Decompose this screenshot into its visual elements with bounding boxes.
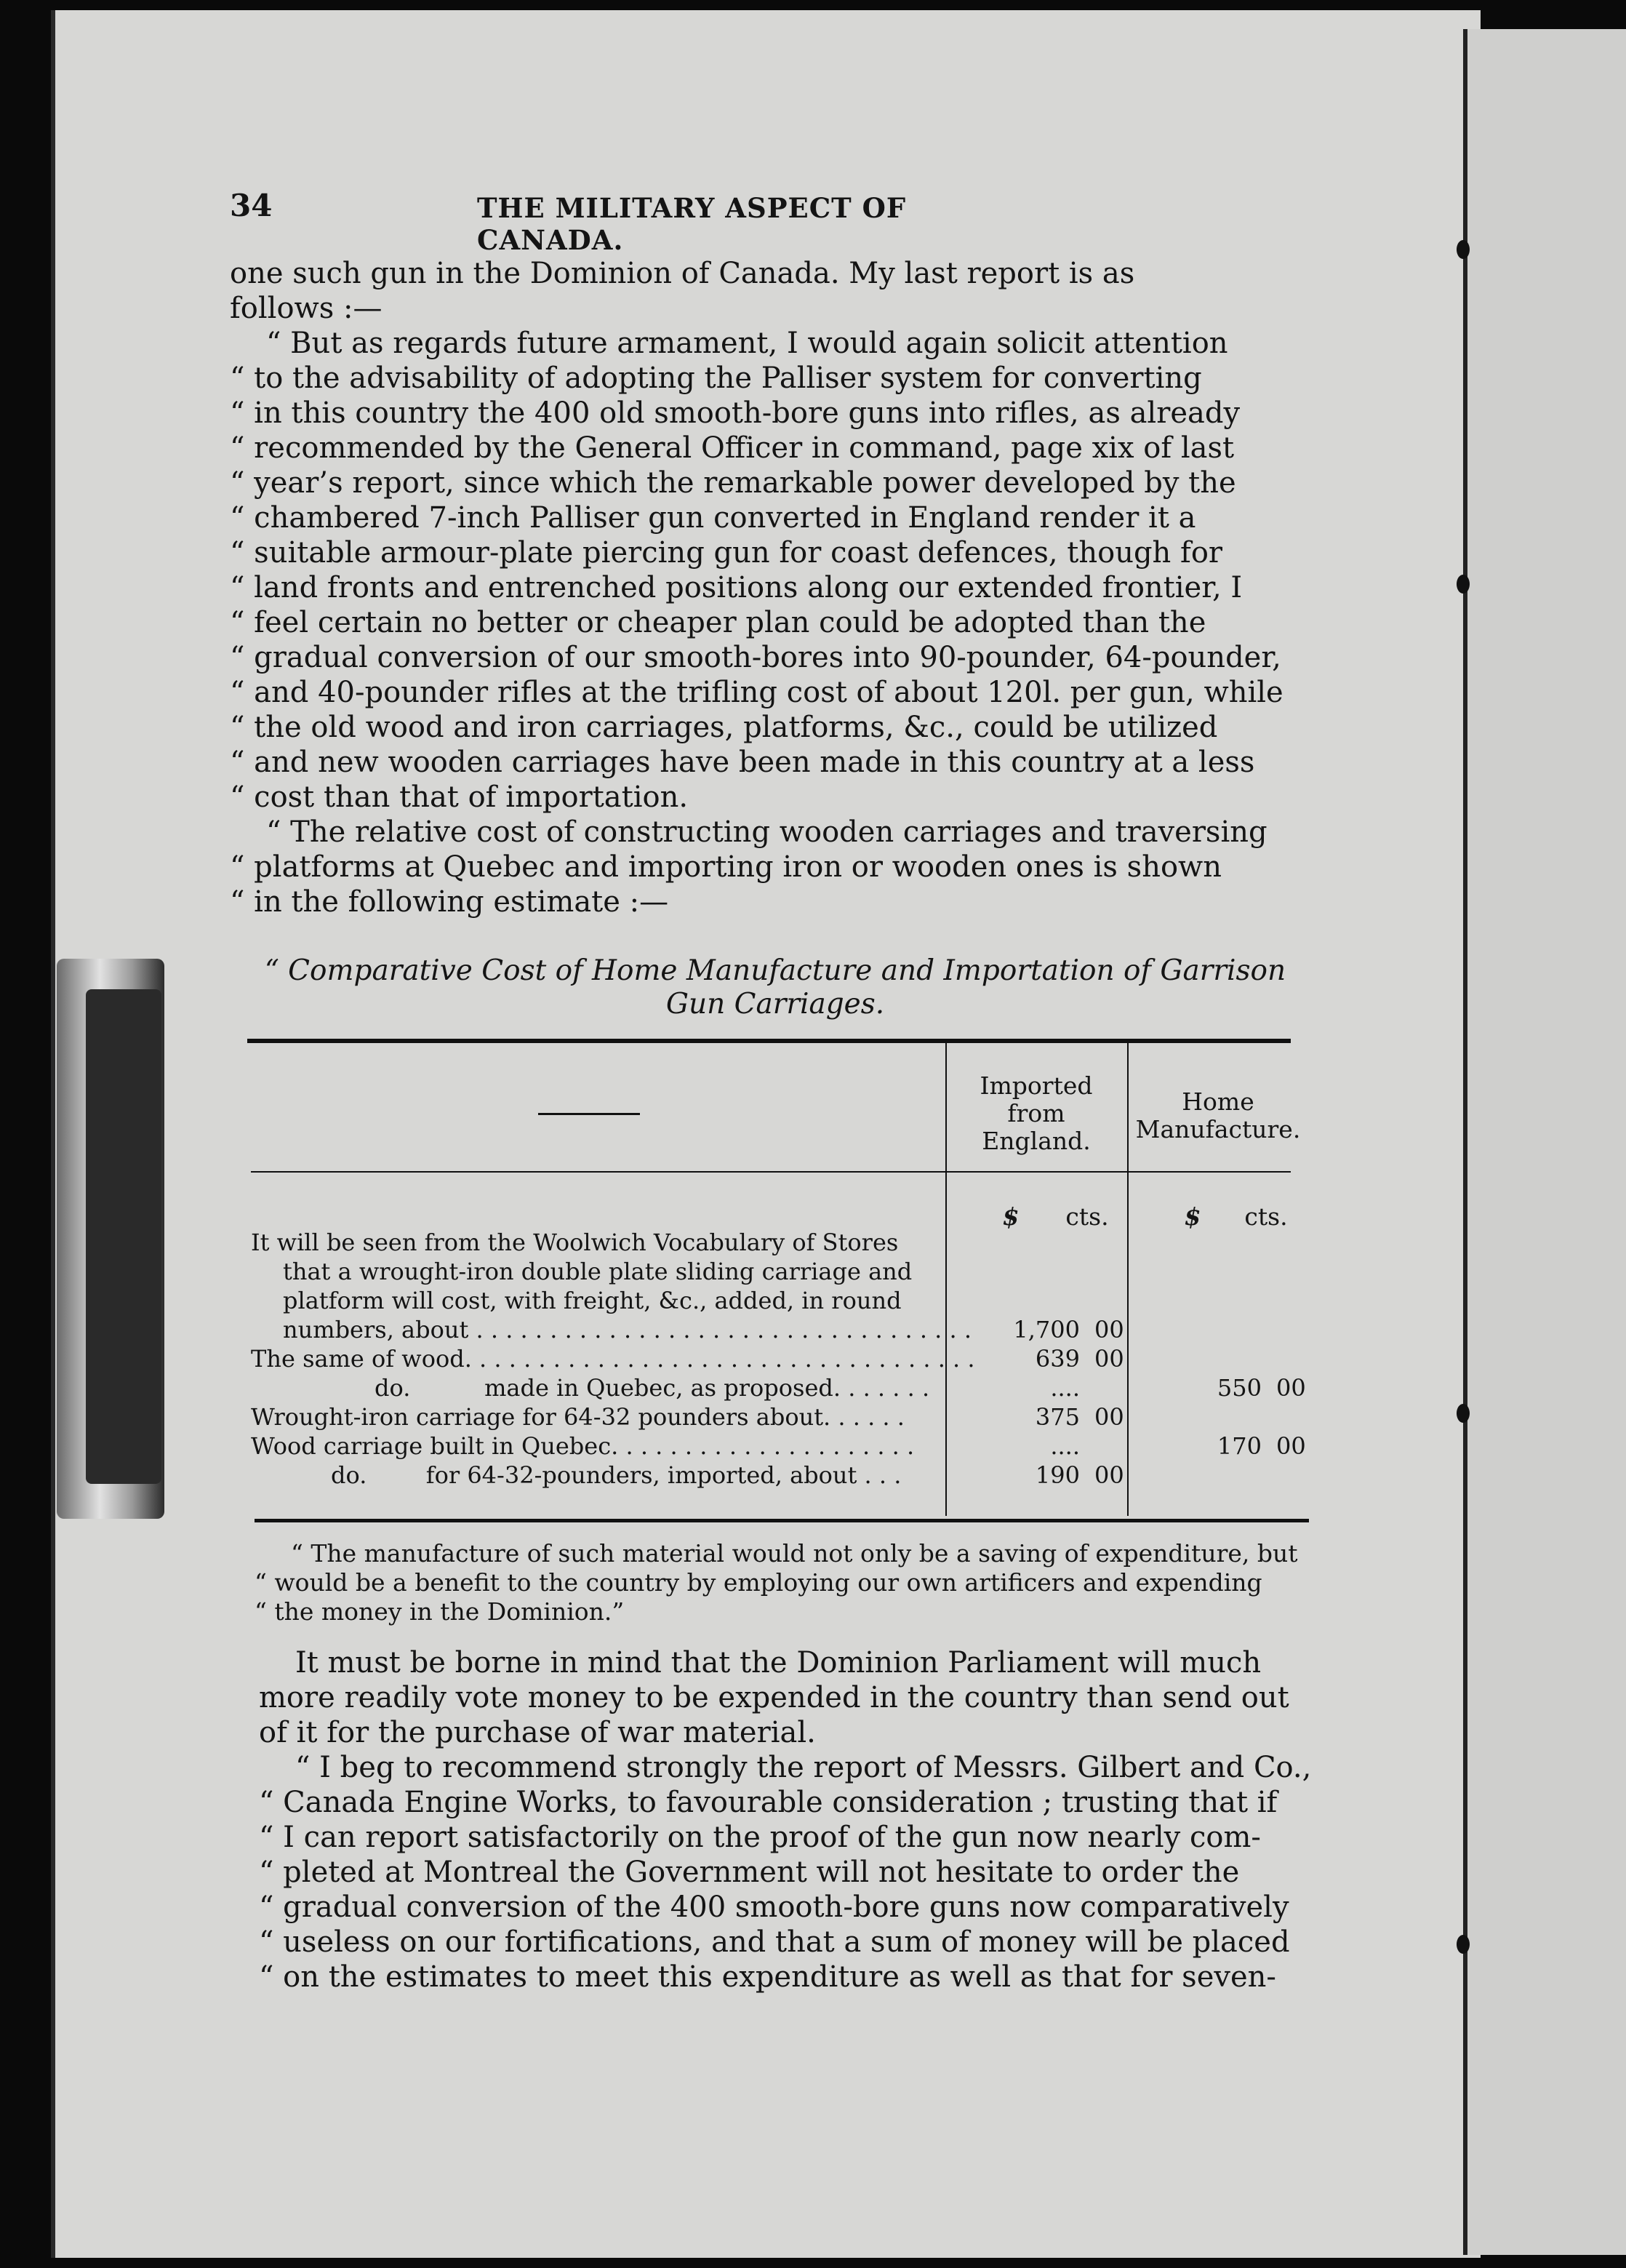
header-line: from [1007, 1099, 1065, 1127]
text-line: “ and new wooden carriages have been made in this country at a less [230, 746, 1255, 779]
text-line: follows :— [230, 292, 383, 325]
text-line: one such gun in the Dominion of Canada. My last report is as [230, 257, 1135, 290]
home-dollars: 170 [1217, 1432, 1262, 1460]
column-header-home [1134, 1088, 1302, 1143]
imported-cents: 00 [1094, 1345, 1124, 1373]
text-line: “ would be a benefit to the country by employing our own artificers and expending [255, 1568, 1262, 1597]
row-description: that a wrought-iron double plate sliding carriage and [283, 1258, 913, 1285]
cents-unit: cts. [1065, 1202, 1109, 1231]
text-line: “ The relative cost of constructing wooden carriages and traversing [266, 815, 1267, 849]
binding-stitch [1457, 1935, 1470, 1954]
paragraph-parliament [259, 1645, 1321, 1750]
imported-dollars: .... [1050, 1374, 1080, 1402]
column-header-imported [953, 1072, 1120, 1155]
page-clip-shadow [86, 989, 161, 1484]
home-dollars: 550 [1217, 1374, 1262, 1402]
quote-paragraph-cost [230, 815, 1303, 919]
text-line: “ But as regards future armament, I would again solicit attention [266, 327, 1228, 360]
text-line: It must be borne in mind that the Dominion Parliament will much [295, 1646, 1262, 1680]
table-row [251, 1432, 1313, 1461]
binding-stitch [1457, 1404, 1470, 1423]
text-line: “ the old wood and iron carriages, platforms, &c., could be utilized [230, 711, 1218, 744]
table-row [251, 1402, 1313, 1432]
binding-stitch [1457, 240, 1470, 259]
text-line: “ recommended by the General Officer in command, page xix of last [230, 431, 1235, 465]
text-line: “ pleted at Montreal the Government will not hesitate to order the [259, 1856, 1240, 1889]
table-body [251, 1228, 1313, 1490]
text-line: “ feel certain no better or cheaper plan could be adopted than the [230, 606, 1206, 639]
text-line: “ land fronts and entrenched positions along our extended frontier, I [230, 571, 1243, 604]
table-row [251, 1228, 1313, 1257]
text-line: “ in this country the 400 old smooth-bore guns into rifles, as already [230, 396, 1241, 430]
header-line: Home [1182, 1087, 1254, 1116]
imported-dollars: 375 [1035, 1403, 1080, 1431]
table-row [251, 1461, 1313, 1490]
text-line: of it for the purchase of war material. [259, 1716, 816, 1749]
row-description: Wrought-iron carriage for 64-32 pounders about. . . . . . [251, 1403, 905, 1431]
table-row [251, 1315, 1313, 1344]
row-description: Wood carriage built in Quebec. . . . . . . . . . . . . . . . . . . . . [251, 1432, 915, 1460]
text-line: “ Canada Engine Works, to favourable consideration ; trusting that if [259, 1786, 1278, 1819]
text-line: “ The manufacture of such material would not only be a saving of expenditure, but [291, 1539, 1298, 1568]
cents-unit: cts. [1244, 1202, 1288, 1231]
home-cents: 00 [1276, 1432, 1306, 1460]
page-number: 34 [230, 188, 273, 223]
text-line: “ gradual conversion of our smooth-bores into 90-pounder, 64-pounder, [230, 641, 1281, 674]
imported-dollars: .... [1050, 1432, 1080, 1460]
text-line: “ I can report satisfactorily on the proof of the gun now nearly com- [259, 1821, 1261, 1854]
row-description: numbers, about . . . . . . . . . . . . . . . . . . . . . . . . . . . . . . . . . . [283, 1316, 972, 1343]
row-description: do. for 64-32-pounders, imported, about . . . [331, 1461, 902, 1489]
imported-cents: 00 [1094, 1316, 1124, 1343]
intro-paragraph [230, 256, 1303, 326]
quote-paragraph-armament [230, 326, 1303, 815]
text-line: “ and 40-pounder rifles at the trifling cost of about 120l. per gun, while [230, 676, 1283, 709]
caption-line: “ Comparative Cost of Home Manufacture and Importation of Garrison [264, 954, 1286, 987]
row-description: do. made in Quebec, as proposed. . . . . . . [375, 1374, 930, 1402]
text-line: “ on the estimates to meet this expenditure as well as that for seven- [259, 1960, 1276, 1994]
quote-paragraph-gilbert [259, 1750, 1321, 1995]
text-line: “ chambered 7-inch Palliser gun converted in England render it a [230, 501, 1196, 535]
table-row [251, 1373, 1313, 1402]
imported-dollars: 1,700 [1013, 1316, 1080, 1343]
table-top-rule [247, 1039, 1291, 1043]
quote-small-manufacture [255, 1539, 1316, 1626]
imported-dollars: 639 [1035, 1345, 1080, 1373]
running-head: THE MILITARY ASPECT OF CANADA. [477, 192, 907, 256]
text-line: “ I beg to recommend strongly the report of Messrs. Gilbert and Co., [295, 1751, 1312, 1784]
dollar-unit: $ [1002, 1202, 1020, 1231]
dollar-unit: $ [1184, 1202, 1201, 1231]
text-line: “ cost than that of importation. [230, 780, 689, 814]
table-row [251, 1257, 1313, 1286]
imported-cents: 00 [1094, 1461, 1124, 1489]
table-row [251, 1344, 1313, 1373]
binding-stitch [1457, 575, 1470, 594]
row-description: The same of wood. . . . . . . . . . . . . . . . . . . . . . . . . . . . . . . . . . . [251, 1345, 975, 1373]
page-header [230, 188, 1052, 256]
home-cents: 00 [1276, 1374, 1306, 1402]
imported-dollars: 190 [1035, 1461, 1080, 1489]
stub-dash [538, 1113, 640, 1115]
text-line: more readily vote money to be expended in the country than send out [259, 1681, 1289, 1714]
facing-page-edge [1463, 29, 1626, 2255]
text-line: “ platforms at Quebec and importing iron or wooden ones is shown [230, 850, 1222, 884]
header-line: Manufacture. [1135, 1115, 1301, 1143]
text-line: “ year’s report, since which the remarkable power developed by the [230, 466, 1236, 500]
header-line: Imported [980, 1071, 1093, 1100]
table-header-rule [251, 1171, 1291, 1173]
text-line: “ in the following estimate :— [230, 885, 669, 919]
row-description: It will be seen from the Woolwich Vocabulary of Stores [251, 1229, 899, 1256]
caption-line: Gun Carriages. [665, 988, 885, 1021]
text-line: “ useless on our fortifications, and that a sum of money will be placed [259, 1925, 1290, 1959]
row-description: platform will cost, with freight, &c., added, in round [283, 1287, 902, 1314]
text-line: “ suitable armour-plate piercing gun for coast defences, though for [230, 536, 1223, 570]
table-caption [244, 954, 1306, 1021]
table-row [251, 1286, 1313, 1315]
text-line: “ to the advisability of adopting the Palliser system for converting [230, 362, 1202, 395]
text-line: “ gradual conversion of the 400 smooth-bore guns now comparatively [259, 1890, 1289, 1924]
imported-cents: 00 [1094, 1403, 1124, 1431]
table-bottom-rule [255, 1519, 1309, 1522]
header-line: England. [982, 1127, 1091, 1155]
text-line: “ the money in the Dominion.” [255, 1597, 625, 1626]
